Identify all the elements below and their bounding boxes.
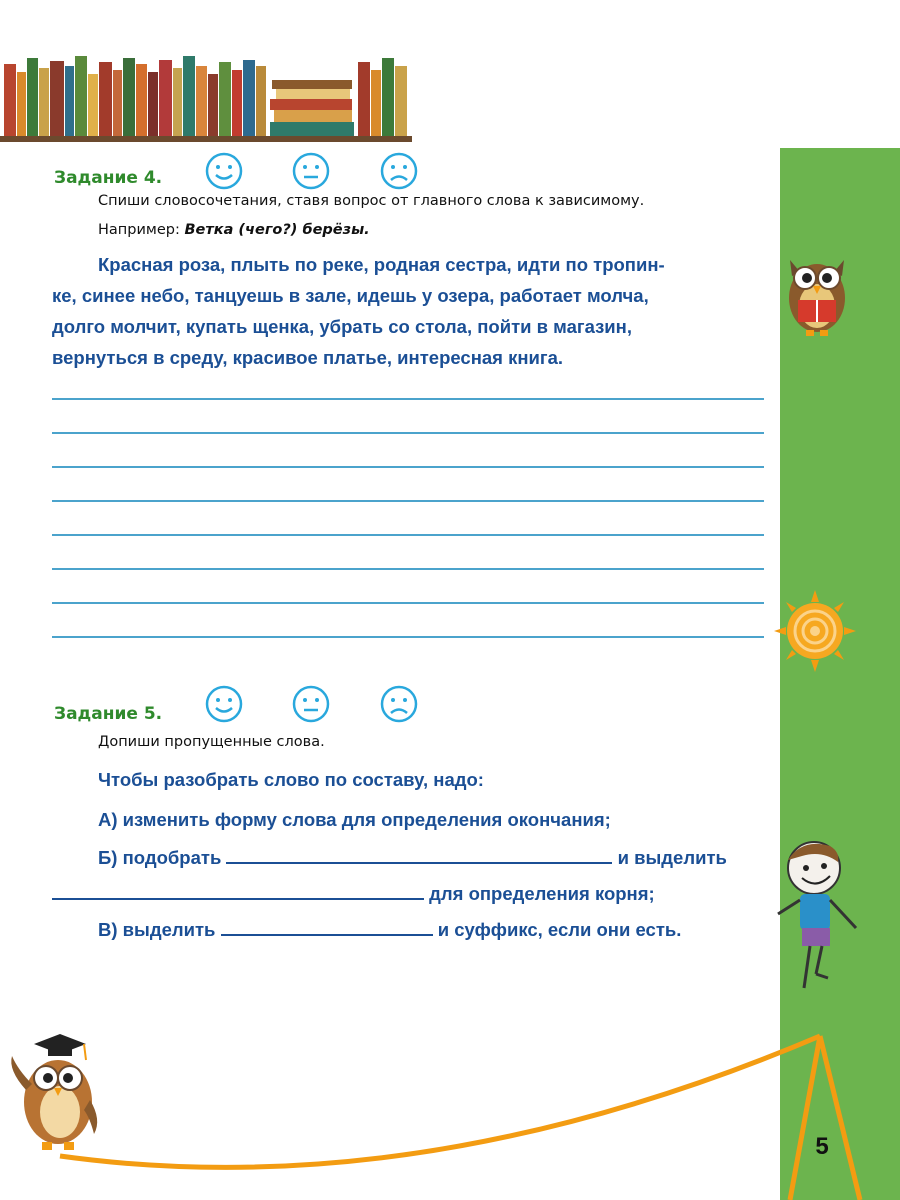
task4-example (98, 222, 370, 238)
sad-face-icon[interactable] (380, 685, 418, 723)
item-c-end: и суффикс, если они есть. (437, 919, 682, 940)
example-text: Ветка (чего?) берёзы. (184, 222, 370, 238)
writing-line[interactable] (52, 466, 764, 468)
task5-instruction: Допиши пропущенные слова. (98, 734, 325, 750)
owl-reading-illustration (782, 246, 852, 338)
answer-blank[interactable] (226, 844, 612, 864)
task5-item-c (98, 914, 681, 945)
sun-icon (772, 588, 858, 674)
task4-instruction: Спиши словосочетания, ставя вопрос от главного слова к зависимому. (98, 193, 645, 209)
page-number: 5 (815, 1133, 829, 1160)
task5-item-b (98, 842, 727, 873)
answer-blank[interactable] (52, 880, 424, 900)
sad-face-icon[interactable] (380, 152, 418, 190)
writing-line[interactable] (52, 432, 764, 434)
text-line: Красная роза, плыть по реке, родная сестра, идти по тропин- (98, 254, 665, 275)
happy-face-icon[interactable] (205, 152, 243, 190)
boy-illustration (772, 838, 868, 998)
writing-line[interactable] (52, 636, 764, 638)
neutral-face-icon[interactable] (292, 152, 330, 190)
writing-line[interactable] (52, 500, 764, 502)
bookshelf-illustration (0, 52, 412, 142)
writing-line[interactable] (52, 398, 764, 400)
writing-line[interactable] (52, 602, 764, 604)
item-c-start: В) выделить (98, 919, 216, 940)
text-line: ке, синее небо, танцуешь в зале, идешь у озера, работает молча, (52, 285, 649, 306)
text-line: долго молчит, купать щенка, убрать со стола, пойти в магазин, (52, 316, 632, 337)
task4-text (52, 249, 766, 373)
item-b-end: и выделить (617, 847, 727, 868)
example-prefix: Например: (98, 222, 180, 238)
task5-item-b-cont (52, 878, 655, 909)
task4-title: Задание 4. (54, 168, 163, 188)
writing-line[interactable] (52, 534, 764, 536)
task5-intro: Чтобы разобрать слово по составу, надо: (98, 769, 484, 790)
neutral-face-icon[interactable] (292, 685, 330, 723)
writing-line[interactable] (52, 568, 764, 570)
item-b-start: Б) подобрать (98, 847, 222, 868)
text-line: вернуться в среду, красивое платье, интересная книга. (52, 347, 564, 368)
happy-face-icon[interactable] (205, 685, 243, 723)
task5-title: Задание 5. (54, 704, 163, 724)
decorative-arc (0, 1026, 900, 1200)
task5-item-a: А) изменить форму слова для определения окончания; (98, 809, 611, 830)
answer-blank[interactable] (221, 916, 433, 936)
owl-graduate-illustration (4, 1030, 104, 1154)
item-b-cont: для определения корня; (429, 883, 655, 904)
